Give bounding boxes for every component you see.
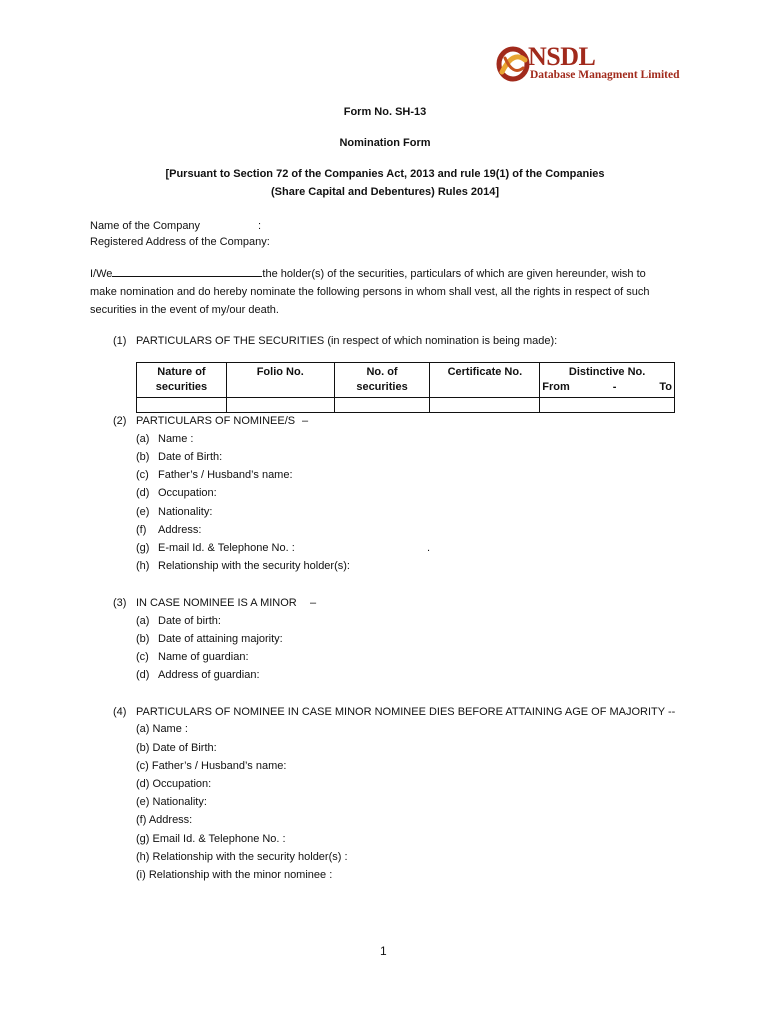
table-row (137, 398, 675, 413)
header-nature-line-1: Nature of (157, 366, 206, 378)
header-nature-line-2: securities (155, 381, 208, 393)
section-4-number: (4) (113, 706, 127, 718)
successor-item-e: (e) Nationality: (136, 796, 207, 808)
nsdl-swirl-icon (496, 46, 530, 82)
minor-item-d-letter: (d) (136, 669, 150, 681)
nominee-item-a-letter: (a) (136, 433, 150, 445)
logo-brand: NSDL (528, 42, 596, 71)
nominee-item-h-text: Relationship with the security holder(s): (158, 560, 350, 572)
nominee-item-g-letter: (g) (136, 542, 150, 554)
declaration-paragraph (90, 265, 690, 319)
minor-item-a-text: Date of birth: (158, 615, 221, 627)
successor-item-h: (h) Relationship with the security holder(s) : (136, 851, 348, 863)
distinctive-dash: - (612, 381, 617, 393)
section-2-dash: – (302, 415, 309, 427)
successor-item-d: (d) Occupation: (136, 778, 212, 790)
securities-table (136, 362, 675, 413)
section-3-dash: – (310, 597, 317, 609)
company-name-colon: : (258, 220, 262, 232)
distinctive-range (542, 380, 672, 395)
pursuant-line-1: [Pursuant to Section 72 of the Companies Act, 2013 and rule 19(1) of the Companies (165, 168, 605, 180)
successor-item-i: (i) Relationship with the minor nominee : (136, 869, 333, 881)
minor-item-a-letter: (a) (136, 615, 150, 627)
cell-certificate-no[interactable] (430, 398, 540, 413)
minor-item-b-text: Date of attaining majority: (158, 633, 283, 645)
nominee-item-a-text: Name : (158, 433, 194, 445)
header-noof-line-1: No. of (366, 366, 398, 378)
declaration-line-2: make nomination and do hereby nominate the following persons in whom shall vest, all the rights in respect of such (90, 286, 650, 298)
nsdl-logo (496, 44, 696, 84)
section-3-number: (3) (113, 597, 127, 609)
nominee-item-b-letter: (b) (136, 451, 150, 463)
header-noof-line-2: securities (356, 381, 408, 393)
minor-item-c-text: Name of guardian: (158, 651, 249, 663)
successor-item-b: (b) Date of Birth: (136, 742, 217, 754)
successor-item-c: (c) Father’s / Husband’s name: (136, 760, 287, 772)
nominee-item-g-text: E-mail Id. & Telephone No. : (158, 542, 295, 554)
minor-item-b-letter: (b) (136, 633, 150, 645)
cell-nature-of-securities[interactable] (137, 398, 227, 413)
minor-item-d-text: Address of guardian: (158, 669, 260, 681)
section-1-number: (1) (113, 335, 127, 347)
successor-item-f: (f) Address: (136, 814, 193, 826)
header-distinctive-title: Distinctive No. (568, 366, 646, 378)
header-distinctive-no (540, 363, 675, 398)
nominee-item-f-text: Address: (158, 524, 202, 536)
section-3-title: IN CASE NOMINEE IS A MINOR (136, 597, 297, 609)
header-folio-no: Folio No. (226, 363, 334, 398)
header-certificate-no: Certificate No. (430, 363, 540, 398)
distinctive-to-label: To (659, 381, 672, 393)
form-number: Form No. SH-13 (343, 106, 427, 118)
cell-no-of-securities[interactable] (334, 398, 430, 413)
nominee-item-c-text: Father’s / Husband’s name: (158, 469, 293, 481)
company-name-label: Name of the Company (90, 220, 201, 232)
holder-name-blank[interactable] (112, 265, 262, 277)
form-title: Nomination Form (339, 137, 431, 149)
section-2-number: (2) (113, 415, 127, 427)
cell-distinctive-no[interactable] (540, 398, 675, 413)
nominee-item-e-letter: (e) (136, 506, 150, 518)
table-header-row (137, 363, 675, 398)
nominee-email-dot: . (427, 542, 431, 554)
declaration-line-1-rest: the holder(s) of the securities, particulars of which are given hereunder, wish to (262, 268, 646, 280)
pursuant-line-2: (Share Capital and Debentures) Rules 2014] (270, 186, 499, 198)
nominee-item-e-text: Nationality: (158, 506, 213, 518)
section-4-title: PARTICULARS OF NOMINEE IN CASE MINOR NOMINEE DIES BEFORE ATTAINING AGE OF MAJORITY -- (136, 706, 676, 718)
nominee-item-b-text: Date of Birth: (158, 451, 223, 463)
declaration-prefix: I/We (90, 268, 113, 280)
minor-item-c-letter: (c) (136, 651, 149, 663)
nominee-item-f-letter: (f) (136, 524, 147, 536)
cell-folio-no[interactable] (226, 398, 334, 413)
header-nature-of-securities (137, 363, 227, 398)
header-no-of-securities (334, 363, 430, 398)
distinctive-from-label: From (542, 381, 570, 393)
nominee-item-c-letter: (c) (136, 469, 149, 481)
successor-item-g: (g) Email Id. & Telephone No. : (136, 833, 286, 845)
company-address-label: Registered Address of the Company: (90, 236, 270, 248)
declaration-line-3: securities in the event of my/our death. (90, 304, 279, 316)
nominee-item-d-text: Occupation: (158, 487, 217, 499)
page-number: 1 (380, 944, 387, 958)
nominee-item-h-letter: (h) (136, 560, 150, 572)
declaration-line-1 (90, 265, 690, 283)
section-1-title: PARTICULARS OF THE SECURITIES (in respect of which nomination is being made): (136, 335, 558, 347)
section-2-title: PARTICULARS OF NOMINEE/S (136, 415, 296, 427)
logo-subtitle: Database Managment Limited (530, 69, 680, 81)
nominee-item-d-letter: (d) (136, 487, 150, 499)
successor-item-a: (a) Name : (136, 723, 188, 735)
